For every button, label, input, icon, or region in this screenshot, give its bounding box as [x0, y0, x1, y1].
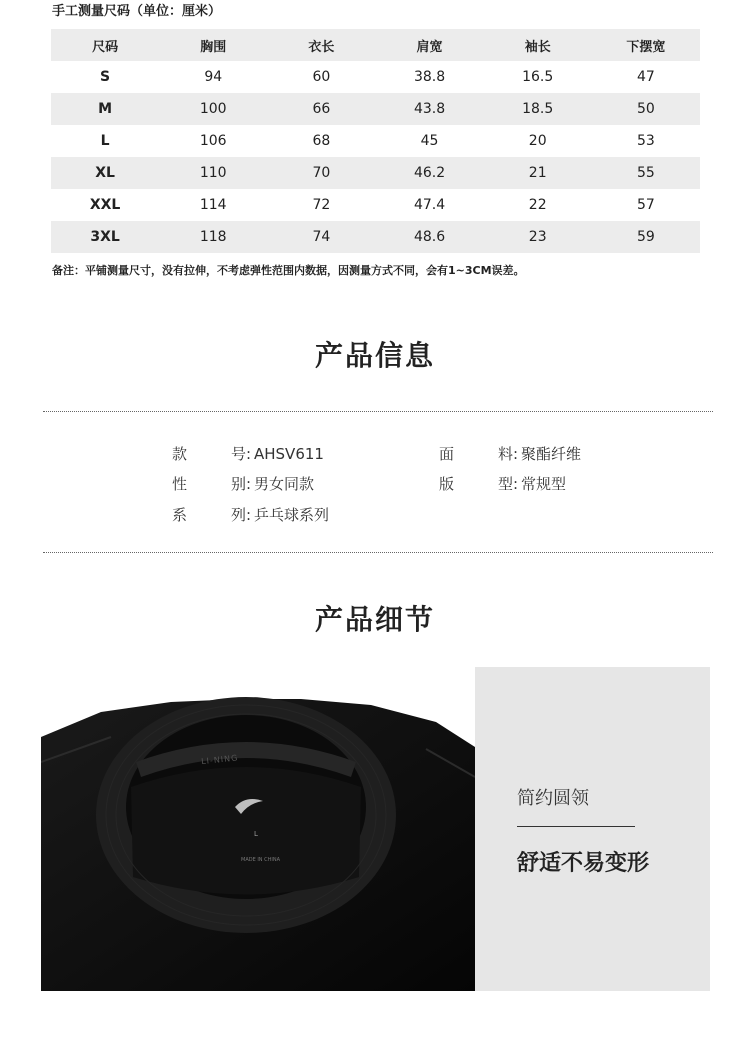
cell: 47.4 [413, 197, 446, 213]
header-shoulder: 肩宽 [416, 39, 443, 55]
info-item-fabric: 面料: 聚酯纤维 [439, 445, 582, 463]
tag-small-text: MADE IN CHINA [241, 857, 281, 863]
info-item-series: 系列: 乒乓球系列 [172, 506, 330, 524]
cell: S [100, 69, 111, 85]
cell: 21 [528, 165, 547, 181]
cell: 43.8 [413, 101, 446, 117]
size-table-header-row [51, 29, 700, 61]
cell: 23 [528, 229, 547, 245]
info-item-fit: 版型: 常规型 [439, 475, 567, 493]
cell: XL [95, 165, 115, 181]
info-item-gender: 性别: 男女同款 [172, 475, 315, 493]
product-info-title: 产品信息 [314, 339, 435, 372]
detail-divider [517, 826, 635, 827]
cell: 68 [312, 133, 331, 149]
info-value: AHSV611 [254, 445, 324, 463]
info-value: 常规型 [521, 475, 567, 493]
info-label: 性别 [172, 475, 246, 493]
header-size: 尺码 [92, 39, 119, 55]
info-label: 系列 [172, 506, 246, 524]
detail-subtitle: 简约圆领 [517, 788, 589, 809]
header-chest: 胸围 [200, 39, 227, 55]
size-chart-note: 备注：平铺测量尺寸，没有拉伸，不考虑弹性范围内数据，因测量方式不同，会有1~3CM误差。 [52, 264, 525, 277]
table-row [51, 157, 700, 189]
collar-detail-photo [41, 667, 475, 991]
cell: 110 [199, 165, 227, 181]
divider [43, 411, 713, 412]
cell: 114 [199, 197, 227, 213]
size-chart-title: 手工测量尺码（单位：厘米） [52, 4, 222, 19]
cell: 118 [199, 229, 227, 245]
cell: 66 [312, 101, 331, 117]
cell: 74 [312, 229, 331, 245]
detail-text-panel [475, 667, 710, 991]
cell: 50 [636, 101, 655, 117]
cell: 3XL [90, 229, 120, 245]
cell: 45 [420, 133, 439, 149]
tshirt-collar-illustration [41, 667, 475, 991]
cell: 16.5 [522, 69, 554, 85]
tag-size: L [254, 830, 258, 838]
cell: 94 [204, 69, 223, 85]
cell: 59 [636, 229, 655, 245]
header-sleeve: 袖长 [524, 39, 551, 55]
info-value: 男女同款 [254, 475, 315, 493]
cell: 106 [199, 133, 227, 149]
detail-headline: 舒适不易变形 [517, 851, 650, 876]
cell: 18.5 [522, 101, 554, 117]
cell: 57 [636, 197, 655, 213]
cell: 46.2 [413, 165, 446, 181]
info-value: 乒乓球系列 [254, 506, 330, 524]
cell: 48.6 [413, 229, 446, 245]
table-row [51, 221, 700, 253]
product-detail-title: 产品细节 [314, 603, 435, 636]
cell: M [98, 101, 113, 117]
cell: XXL [89, 197, 121, 213]
cell: 100 [199, 101, 227, 117]
cell: 70 [312, 165, 331, 181]
size-table [51, 29, 700, 253]
collar-brand-text: LI-NING [200, 753, 239, 767]
cell: 72 [312, 197, 331, 213]
cell: 53 [636, 133, 655, 149]
table-row [51, 189, 700, 221]
table-row [51, 61, 700, 93]
info-label: 版型 [439, 475, 513, 493]
info-label: 面料 [439, 445, 513, 463]
info-item-style-number: 款号: AHSV611 [172, 445, 324, 463]
cell: 55 [636, 165, 655, 181]
cell: L [100, 133, 110, 149]
cell: 38.8 [413, 69, 446, 85]
divider [43, 552, 713, 553]
info-label: 款号 [172, 445, 246, 463]
cell: 47 [636, 69, 655, 85]
table-row [51, 125, 700, 157]
cell: 22 [528, 197, 547, 213]
header-length: 衣长 [308, 39, 335, 55]
cell: 60 [312, 69, 331, 85]
header-hem: 下摆宽 [626, 39, 666, 55]
info-value: 聚酯纤维 [521, 445, 582, 463]
table-row [51, 93, 700, 125]
cell: 20 [528, 133, 547, 149]
